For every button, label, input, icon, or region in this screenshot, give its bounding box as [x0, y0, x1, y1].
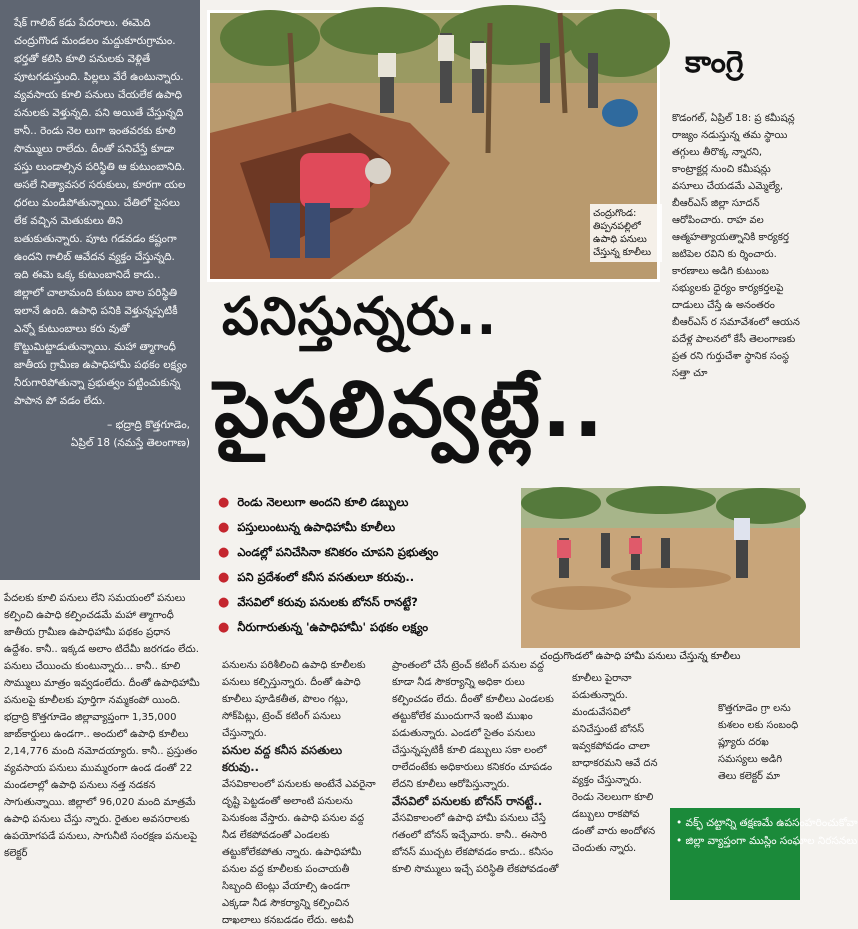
- column-1: [4, 590, 200, 900]
- column-1-text: పేదలకు కూలి పనులు లేని సమయంలో పనులు కల్పించి ఉపాధి కల్పించడమే మహా త్మాగాంధీ జాతీయ గ్రామీణ ఉపాధిహామీ పథకం ప్రధాన ఉద్దేశం. కానీ.. ఇక్కడ అలాం టిదేమీ జరగడం లేదు. పనులు చేయించు కుంటున్నారు... కానీ.. కూలి సొమ్ములు మాత్రం ఇవ్వడంలేదు. దీంతో ఉపాధిహామీ పనులపై కూలీలకు పూర్తిగా నమ్మకంపో యింది. భద్రాద్రి కొత్తగూడెం జిల్లావ్యాప్తంగా 1,35,000 జాబ్‌కార్డులు ఉండగా.. అందులో ఉపాధి కూలీలు 2,14,776 మంది నమోదయ్యారు. కానీ.. ప్రస్తుతం వ్యవసాయ పనులు ముమ్మరంగా ఉండ డంతో 22 మండలాల్లో ఉపాధి పనులు నత్త నడకన సాగుతున్నాయి. జిల్లాలో 96,020 మంది మాత్రమే ఉపాధి పనులు చేస్తు న్నారు. రైతుల అవసరాలకు ఉపయోగపడే పనులు, సాగునీటి సంరక్షణ పనులపై కలెక్టర్: [4, 593, 200, 859]
- sidebar-sign-line2: ఏప్రిల్ 18 (నమస్తే తెలంగాణ): [70, 437, 190, 449]
- bullet-dot-icon: ●: [218, 570, 230, 585]
- bullet-dot-icon: ●: [218, 545, 230, 560]
- column-3-para2: వేసవికాలంలో ఉపాధి హామీ పనులు చేస్తే గతంలో బోనస్ ఇచ్చేవారు. కానీ.. ఈసారి బోనస్ ముచ్చట లేకపోవడం కాదు.. కనీసం కూలి సొమ్ములు ఇచ్చే పరిస్థితి లేకపోవడంతో: [392, 813, 559, 875]
- headline-line1: పనిస్తున్నరు..: [222, 287, 498, 347]
- bullet-item: [218, 540, 528, 565]
- sidebar-dateline: [14, 416, 190, 452]
- headline-line2: పైసలివ్వట్లే..: [214, 365, 606, 455]
- column-5: [718, 700, 800, 805]
- column-3: [392, 657, 562, 900]
- column-2-para2: వేసవికాలంలో పనులకు అంటేనే ఎవరైనా: [222, 779, 376, 790]
- bullet-item: [218, 615, 528, 640]
- sidebar-text: షేక్ గాలిబ్ కడు పేదరాలు. ఈమెది చంద్రుగొండ మండలం మద్దుకూరుగ్రామం. భర్తతో కలిసి కూలి పనులకు వెళ్లితే పూటగడుస్తుంది. పిల్లలు వేరే ఉంటున్నారు. వ్యవసాయ కూలి పనులు చేయలేక ఉపాధి పనులకు వెళ్తున్నది. పని అయితే చేస్తున్నది కానీ.. రెండు నెల లుగా ఇంతవరకు కూలి సొమ్ములు రాలేదు. దీంతో పనిచేస్తే కూడా పస్తు లుండాల్సిన పరిస్థితి ఆ కుటుంబానిది. అసలే నిత్యావసర సరుకులు, కూరగా యల ధరలు మండిపోతున్నాయి. చేతిలో పైసలు లేక వచ్చిన మెతుకులు తిని బతుకుతున్నారు. పూట గడవడం కష్టంగా ఉందని గాలిబ్ ఆవేదన వ్యక్తం చేస్తున్నది. ఇది ఈమె ఒక్క కుటుంబానిదే కాదు.. జిల్లాలో చాలామంది కుటుం బాల పరిస్థితి ఇలానే ఉంది. ఉపాధి పనికి వెళ్తున్నప్పటికీ ఎన్నో కుటుంబాలు కరు వుతో కొట్టుమిట్టాడుతున్నాయి. మహా త్మాగాంధీ జాతీయ గ్రామీణ ఉపాధిహామీ పథకం లక్ష్యం నీరుగారిపోతున్నా ప్రభుత్వం పట్టించుకున్న పాపాన పో వడం లేదు.: [14, 17, 187, 407]
- bullet-text: నీరుగారుతున్న 'ఉపాధిహామీ' పథకం లక్ష్యం: [237, 620, 429, 634]
- bullet-item: [218, 490, 528, 515]
- bullet-dot-icon: ●: [218, 595, 230, 610]
- column-4-text: కూలీలు పైరానా పడుతున్నారు. మండువేసవిలో పనిచేస్తుంటే బోనస్ ఇవ్వకపోవడం చాలా బాధాకరమని ఆవే దన వ్యక్తం చేస్తున్నారు. రెండు నెలలుగా కూలి డబ్బులు రాకపోవ డంతో వారు అందోళన చెందుతు న్నారు.: [572, 673, 658, 854]
- right-story-headline: కాంగ్రె: [685, 45, 744, 80]
- bullet-text: పని ప్రదేశంలో కనీస వసతులూ కరువు..: [237, 570, 415, 584]
- green-highlight-box: [670, 808, 858, 900]
- green-box-item: • వక్ఫ్ చట్టాన్ని తక్షణమే ఉపసంహరించుకోవా: [676, 817, 858, 829]
- bullet-dot-icon: ●: [218, 495, 230, 510]
- bullet-dot-icon: ●: [218, 520, 230, 535]
- sidebar-story: [0, 0, 200, 580]
- bullet-dot-icon: ●: [218, 620, 230, 635]
- column-2-para1: దృష్టి పెట్టడంతో అలాంటి పనులను పెనుకంజ వేస్తారు. ఉపాధి పనుల వద్ద నీడ లేకపోవడంతో ఎండలకు తట్టుకోలేకపోతు న్నారు. ఉపాధిహామీ పనుల వద్ద కూలీలకు పంచాయతీ సిబ్బంది టెంట్లు వేయాల్సి ఉండగా ఎక్కడా నీడ సౌకర్యాన్ని కల్పించిన దాఖలాలు కనబడడం లేదు. అటవీ: [222, 796, 365, 926]
- column-2: [222, 657, 380, 926]
- photo-field-workers: [521, 488, 800, 648]
- bullet-text: ఎండల్లో పనిచేసినా కనికరం చూపని ప్రభుత్వం: [237, 545, 439, 559]
- photo2-caption: చంద్రుగొండలో ఉపాధి హామీ పనులు చేస్తున్న కూలీలు: [540, 651, 741, 662]
- column-3-subhead: వేసవిలో పనులకు బోనస్ రానట్టే..: [392, 794, 543, 808]
- sidebar-sign-line1: – భద్రాద్రి కొత్తగూడెం,: [106, 419, 190, 431]
- bullet-text: వేసవిలో కరువు పనులకు బోనస్ రానట్టే?: [237, 595, 418, 609]
- green-box-item: • జిల్లా వ్యాప్తంగా ముస్లిం సంఘాల నిరసనలు: [676, 835, 858, 847]
- bullet-text: రెండు నెలలుగా అందని కూలి డబ్బులు: [237, 495, 409, 509]
- bullet-item: [218, 515, 528, 540]
- column-2-intro: పనులను పరిశీలించి ఉపాధి కూలీలకు పనులు కల్పిస్తున్నారు. దీంతో ఉపాధి కూలీలు పూడికతీత, పొలం గట్లు, సోక్‌పిట్లు, ట్రెంచ్ కటింగ్ పనులు చేస్తున్నారు.: [222, 660, 366, 739]
- bullet-item: [218, 590, 528, 615]
- bullet-list: [218, 490, 528, 640]
- column-3-para1: ప్రాంతంలో చేసే ట్రెంచ్ కటింగ్ పనుల వద్ద కూడా నీడ సౌకర్యాన్ని అధికా రులు కల్పించడం లేదు. దీంతో కూలీలు ఎండలకు తట్టుకోలేక ముందుగానే ఇంటి ముఖం పడుతున్నారు. ఎండలో సైతం పనులు చేస్తున్నప్పటికీ కూలి డబ్బులు సకా లంలో రాలేదంటేకు అధికారులు కనికరం చూపడం లేదని కూలీలు ఆరోపిస్తున్నారు.: [392, 660, 554, 790]
- field-photo-illustration: [521, 488, 800, 648]
- column-2-subhead: పనుల వద్ద కనీస వసతులు కరువు..: [222, 743, 343, 774]
- bullet-text: పస్తులుంటున్న ఉపాధిహామీ కూలీలు: [237, 520, 396, 534]
- column-5-text: కొత్తగూడెం గ్రా లను కుశలం లకు సంబంధి ప్ల్యూరు దరఖ సమస్యలు అడిగి తెలు కలెక్టర్ మా: [718, 703, 799, 782]
- right-story-body: కొడంగల్, ఏప్రిల్ 18: ప్ర కమీషన్ల రాజ్యం నడుస్తున్న తమ స్థాయి తగ్గులు తీరొక్క న్నారని, కాంట్రాక్టర్ల నుంచి కమీషన్లు వసూలు చేయడమే ఎమ్మెల్యే, బీఆర్ఎస్ జిల్లా సూదన్ ఆరోపించారు. రాహ వల ఆత్మహత్యాయత్నానికి కార్యకర్త జటిపెల రవిని కు ర్శించారు. కారణాలు అడిగి కుటుంబ సభ్యులకు ధైర్యం కార్యకర్తలపై దాడులు చేస్తే ఉ అనంతరం బీఆర్ఎస్ ర సమావేశంలో ఆయన పదేళ్ల పాలనలో కేసీ తెలంగాణకు ప్రత రని గుర్తుచేశా స్థానిక సంస్థ సత్తా చూ: [672, 113, 800, 379]
- bullet-item: [218, 565, 528, 590]
- column-4: [572, 670, 664, 900]
- photo1-caption: చంద్రుగొండ: తిప్పనపల్లిలో ఉపాధి పనులు చేస్తున్న కూలీలు: [590, 204, 662, 262]
